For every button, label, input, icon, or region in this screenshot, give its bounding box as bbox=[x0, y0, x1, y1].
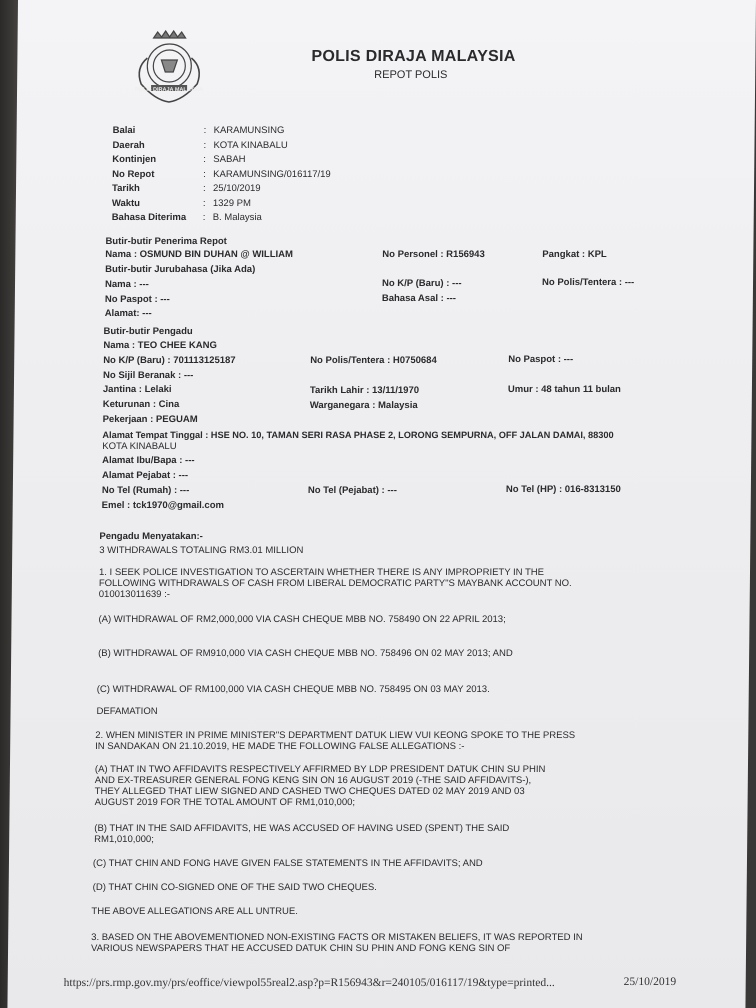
police-crest-logo bbox=[121, 28, 218, 110]
statement-line: (B) THAT IN THE SAID AFFIDAVITS, HE WAS ACCUSED OF HAVING USED (SPENT) THE SAID RM1,010,000; bbox=[94, 823, 510, 845]
interpreter-kp: No K/P (Baru) : --- bbox=[381, 278, 462, 289]
complainant-kp: No K/P (Baru) : 701113125187 bbox=[103, 355, 236, 366]
meta-colon: : bbox=[202, 212, 206, 223]
meta-colon: : bbox=[203, 154, 207, 165]
statement-line: (A) WITHDRAWAL OF RM2,000,000 VIA CASH CHEQUE MBB NO. 758490 ON 22 APRIL 2013; bbox=[98, 614, 506, 625]
statement-line: (B) WITHDRAWAL OF RM910,000 VIA CASH CHEQUE MBB NO. 758496 ON 02 MAY 2013; AND bbox=[98, 648, 513, 659]
complainant-office-address: Alamat Pejabat : --- bbox=[101, 470, 189, 481]
meta-value: KARAMUNSING/016117/19 bbox=[213, 168, 331, 180]
receiver-rank: Pangkat : KPL bbox=[542, 249, 607, 260]
interpreter-passport: No Paspot : --- bbox=[104, 294, 170, 305]
meta-value: 25/10/2019 bbox=[212, 183, 261, 194]
statement-line: THE ABOVE ALLEGATIONS ARE ALL UNTRUE. bbox=[91, 906, 298, 917]
statement-line: 1. I SEEK POLICE INVESTIGATION TO ASCERTAIN WHETHER THERE IS ANY IMPROPRIETY IN THE FOLLOWING WITHDRAWALS OF CASH FROM LIBERAL DEMOCRATIC PARTY"S MAYBANK ACCOUNT NO. 010013011639 :- bbox=[98, 567, 572, 600]
interpreter-language: Bahasa Asal : --- bbox=[381, 293, 457, 304]
statement-line: 3 WITHDRAWALS TOTALING RM3.01 MILLION bbox=[99, 545, 304, 556]
meta-colon: : bbox=[202, 183, 206, 194]
complainant-email: Emel : tck1970@gmail.com bbox=[101, 500, 225, 511]
meta-label: Bahasa Diterima bbox=[111, 212, 187, 223]
meta-label: Balai bbox=[112, 125, 136, 136]
receiver-name: Nama : OSMUND BIN DUHAN @ WILLIAM bbox=[105, 249, 294, 260]
statement-line: (D) THAT CHIN CO-SIGNED ONE OF THE SAID TWO CHEQUES. bbox=[92, 882, 377, 893]
page-subtitle: REPOT POLIS bbox=[374, 69, 448, 81]
police-report-page bbox=[7, 0, 756, 1008]
complainant-gender: Jantina : Lelaki bbox=[102, 384, 172, 395]
statement-line: 3. BASED ON THE ABOVEMENTIONED NON-EXISTING FACTS OR MISTAKEN BELIEFS, IT WAS REPORTED IN VARIOUS NEWSPAPERS THAT HE ACCUSED DATUK CHIN SU PHIN AND FONG KENG SIN OF bbox=[91, 932, 583, 954]
complainant-police-no: No Polis/Tentera : H0750684 bbox=[310, 355, 437, 366]
interpreter-police-no: No Polis/Tentera : --- bbox=[541, 277, 635, 288]
meta-label: Waktu bbox=[111, 197, 141, 209]
footer-date: 25/10/2019 bbox=[623, 976, 677, 988]
statement-heading: Pengadu Menyatakan:- bbox=[99, 531, 203, 542]
meta-label: Kontinjen bbox=[112, 154, 157, 165]
statement-line: 2. WHEN MINISTER IN PRIME MINISTER"S DEPARTMENT DATUK LIEW VUI KEONG SPOKE TO THE PRESS IN SANDAKAN ON 21.10.2019, HE MADE THE FOLLOWING FALSE ALLEGATIONS :- bbox=[95, 730, 576, 752]
complainant-name: Nama : TEO CHEE KANG bbox=[103, 340, 217, 351]
complainant-tel-hp: No Tel (HP) : 016-8313150 bbox=[505, 484, 621, 495]
complainant-parent-address: Alamat Ibu/Bapa : --- bbox=[102, 455, 195, 466]
complainant-race: Keturunan : Cina bbox=[102, 399, 180, 410]
complainant-occupation: Pekerjaan : PEGUAM bbox=[102, 414, 198, 425]
logo-text: POLIS DIRAJA MALAYSIA bbox=[135, 87, 204, 93]
receiver-heading: Butir-butir Penerima Repot bbox=[105, 236, 227, 247]
meta-label: No Repot bbox=[112, 168, 155, 180]
statement-line: (C) THAT CHIN AND FONG HAVE GIVEN FALSE STATEMENTS IN THE AFFIDAVITS; AND bbox=[92, 858, 483, 869]
statement-line: (C) WITHDRAWAL OF RM100,000 VIA CASH CHEQUE MBB NO. 758495 ON 03 MAY 2013. bbox=[96, 684, 490, 695]
meta-label: Tarikh bbox=[111, 183, 140, 194]
meta-colon: : bbox=[203, 139, 207, 151]
meta-colon: : bbox=[203, 125, 207, 136]
meta-value: KARAMUNSING bbox=[213, 125, 285, 136]
complainant-address-city: KOTA KINABALU bbox=[102, 441, 177, 452]
meta-value: KOTA KINABALU bbox=[213, 139, 288, 151]
interpreter-name: Nama : --- bbox=[104, 279, 149, 290]
statement-line: DEFAMATION bbox=[96, 706, 158, 717]
statement-line: (A) THAT IN TWO AFFIDAVITS RESPECTIVELY AFFIRMED BY LDP PRESIDENT DATUK CHIN SU PHIN AND EX-TREASURER GENERAL FONG KENG SIN ON 16 AUGUST 2019 (-THE SAID AFFIDAVITS-), THEY ALLEGED THAT LIEW SIGNED AND CASHED TWO CHEQUES DATED 02 MAY 2019 AND 03 AUGUST 2019 FOR THE TOTAL AMOUNT OF RM1,010,000; bbox=[94, 764, 546, 808]
meta-value: SABAH bbox=[213, 154, 246, 165]
meta-label: Daerah bbox=[112, 139, 145, 151]
complainant-tel-home: No Tel (Rumah) : --- bbox=[101, 485, 190, 496]
complainant-heading: Butir-butir Pengadu bbox=[103, 326, 193, 337]
complainant-birth-cert: No Sijil Beranak : --- bbox=[103, 370, 194, 381]
complainant-passport: No Paspot : --- bbox=[508, 354, 574, 365]
meta-value: B. Malaysia bbox=[212, 212, 262, 223]
complainant-dob: Tarikh Lahir : 13/11/1970 bbox=[309, 385, 420, 396]
complainant-address: Alamat Tempat Tinggal : HSE NO. 10, TAMAN SERI RASA PHASE 2, LORONG SEMPURNA, OFF JALAN DAMAI, 88300 bbox=[102, 430, 614, 440]
footer-url: https://prs.rmp.gov.my/prs/eoffice/viewpol55real2.asp?p=R156943&r=240105/016117/19&type=printed... bbox=[63, 977, 555, 989]
meta-value: 1329 PM bbox=[212, 197, 251, 209]
meta-colon: : bbox=[203, 168, 206, 180]
complainant-age: Umur : 48 tahun 11 bulan bbox=[507, 384, 621, 395]
complainant-nationality: Warganegara : Malaysia bbox=[309, 400, 418, 411]
page-title: POLIS DIRAJA MALAYSIA bbox=[311, 48, 516, 65]
complainant-tel-office: No Tel (Pejabat) : --- bbox=[307, 485, 397, 496]
meta-colon: : bbox=[202, 197, 206, 209]
receiver-personnel-no: No Personel : R156943 bbox=[382, 249, 485, 260]
interpreter-heading: Butir-butir Jurubahasa (Jika Ada) bbox=[105, 264, 256, 275]
interpreter-address: Alamat: --- bbox=[104, 308, 152, 319]
